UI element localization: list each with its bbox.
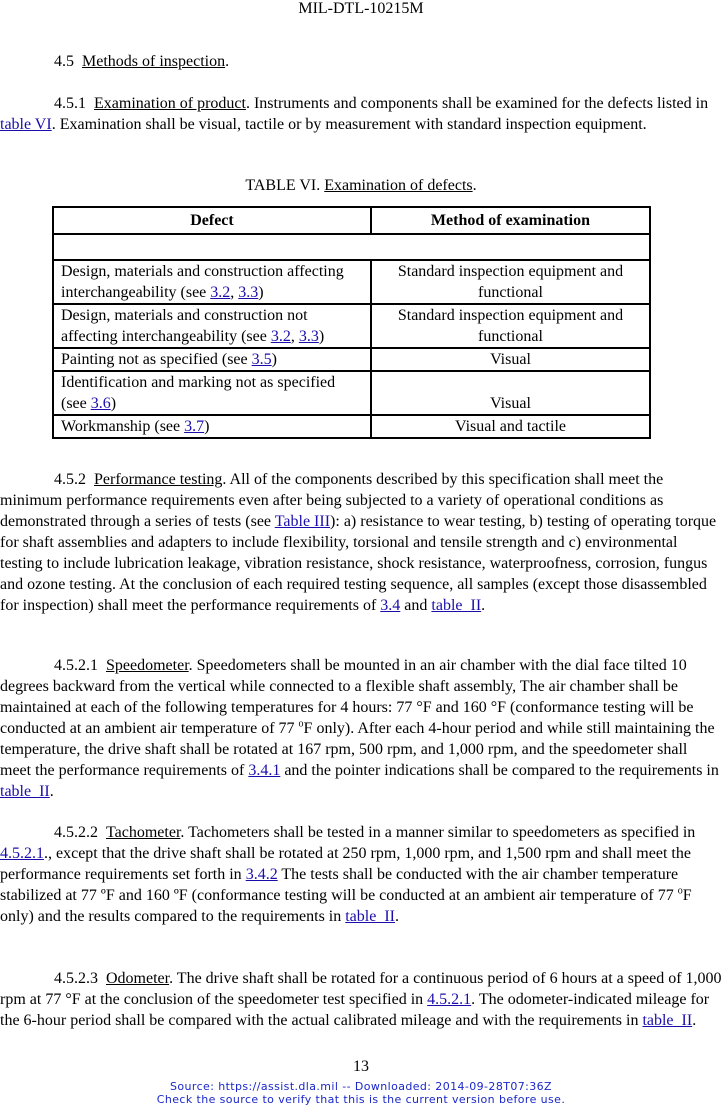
defects-table [52,206,651,439]
link-3-2[interactable]: 3.2 [210,284,231,301]
table-row [53,371,650,415]
defect-cell: Identification and marking not as specified (see 3.6) [53,371,371,415]
link-3-5[interactable]: 3.5 [251,351,272,368]
verify-line: Check the source to verify that this is the current version before use. [156,1093,566,1106]
table-row [53,260,650,304]
link-3-6[interactable]: 3.6 [90,395,111,412]
paragraph-4-5-1: 4.5.1 Examination of product. Instruments and components shall be examined for the defects listed in table VI. Examination shall be visual, tactile or by measurement with standard inspection equipment. [0,95,709,133]
method-cell: Visual [371,348,650,371]
defect-cell: Workmanship (see 3.7) [53,415,371,438]
column-header-method: Method of examination [371,207,650,234]
section-title: Examination of product [94,95,246,112]
link-3-3[interactable]: 3.3 [298,328,319,345]
section-number: 4.5.2.3 [54,970,98,987]
link-3-4-2[interactable]: 3.4.2 [245,866,278,883]
link-3-4-1[interactable]: 3.4.1 [248,762,281,779]
link-table-ii[interactable]: table_II [642,1012,693,1029]
column-header-defect: Defect [53,207,371,234]
table-blank-row [53,234,650,260]
source-footer [0,1080,722,1106]
section-title: Speedometer [106,657,189,674]
link-4-5-2-1[interactable]: 4.5.2.1 [427,991,472,1008]
defect-cell: Design, materials and construction not affecting interchangeability (see 3.2, 3.3) [53,304,371,348]
link-3-3[interactable]: 3.3 [238,284,259,301]
section-title: Performance testing [94,471,223,488]
method-cell: Standard inspection equipment and functional [371,260,650,304]
page-number: 13 [353,1058,369,1075]
method-cell: Standard inspection equipment and functional [371,304,650,348]
link-3-7[interactable]: 3.7 [184,418,205,435]
table-header-row [53,207,650,234]
defect-cell: Painting not as specified (see 3.5) [53,348,371,371]
link-4-5-2-1[interactable]: 4.5.2.1 [0,845,44,862]
paragraph-4-5-2-2: 4.5.2.2 Tachometer. Tachometers shall be tested in a manner similar to speedometers as specified in 4.5.2.1., except that the drive shaft shall be rotated at 250 rpm, 1,000 rpm, and 1,500 rpm and shall meet the performance requirements set forth in 3.4.2 The tests shall be conducted with the air chamber temperature stabilized at 77 ºF and 160 ºF (conformance testing will be conducted at an ambient air temperature of 77 $^o$F only) and the results compared to the requirements in table_II. [0,824,696,925]
section-title: Tachometer [106,824,181,841]
link-table-ii[interactable]: table_II [345,908,395,925]
table-row [53,304,650,348]
source-line: Source: https://assist.dla.mil -- Downloaded: 2014-09-28T07:36Z [170,1080,552,1093]
link-table-iii[interactable]: Table III [274,513,331,530]
link-table-vi[interactable]: table VI [0,116,52,133]
method-cell: Visual and tactile [371,415,650,438]
section-title: Odometer [106,970,170,987]
section-number: 4.5.2.1 [54,657,98,674]
section-title: Methods of inspection [82,53,226,70]
table-caption: TABLE VI. Examination of defects. [245,177,477,194]
section-number: 4.5.1 [54,95,86,112]
document-id-header: MIL-DTL-10215M [298,0,424,17]
section-number: 4.5.2.2 [54,824,98,841]
section-number: 4.5.2 [54,471,86,488]
link-table-ii[interactable]: table_II [431,597,482,614]
paragraph-4-5-2-3: 4.5.2.3 Odometer. The drive shaft shall be rotated for a continuous period of 6 hours at a speed of 1,000 rpm at 77 °F at the conclusion of the speedometer test specified in 4.5.2.1. The odometer-indicated mileage for the 6-hour period shall be compared with the actual calibrated mileage and with the requirements in table_II. [0,970,722,1029]
method-cell: Visual [371,371,650,415]
link-3-2[interactable]: 3.2 [270,328,291,345]
table-row [53,415,650,438]
paragraph-4-5-2: 4.5.2 Performance testing. All of the components described by this specification shall meet the minimum performance requirements even after being subjected to a variety of operational conditions as demonstrated through a series of tests (see Table III): a) resistance to wear testing, b) testing of operating torque for shaft assemblies and adapters to include flexibility, torsional and tensile strength and c) environmental testing to include lubrication leakage, vibration resistance, shock resistance, waterproofness, corrosion, fungus and ozone testing. At the conclusion of each required testing sequence, all samples (except those disassembled for inspection) shall meet the performance requirements of 3.4 and table_II. [0,471,717,614]
section-number: 4.5 [54,53,74,70]
defect-cell: Design, materials and construction affecting interchangeability (see 3.2, 3.3) [53,260,371,304]
paragraph-4-5-2-1: 4.5.2.1 Speedometer. Speedometers shall be mounted in an air chamber with the dial face tilted 10 degrees backward from the vertical while connected to a flexible shaft assembly, The air chamber shall be maintained at each of the following temperatures for 4 hours: 77 °F and 160 °F (conformance testing will be conducted at an ambient air temperature of 77 $^o$F only). After each 4-hour period and while still maintaining the temperature, the drive shaft shall be rotated at 167 rpm, 500 rpm, and 1,000 rpm, and the speedometer shall meet the performance requirements of 3.4.1 and the pointer indications shall be compared to the requirements in table_II. [0,657,719,800]
table-row [53,348,650,371]
link-table-ii[interactable]: table_II [0,783,50,800]
link-3-4[interactable]: 3.4 [380,597,401,614]
section-4-5-heading: 4.5 Methods of inspection. [54,53,230,70]
